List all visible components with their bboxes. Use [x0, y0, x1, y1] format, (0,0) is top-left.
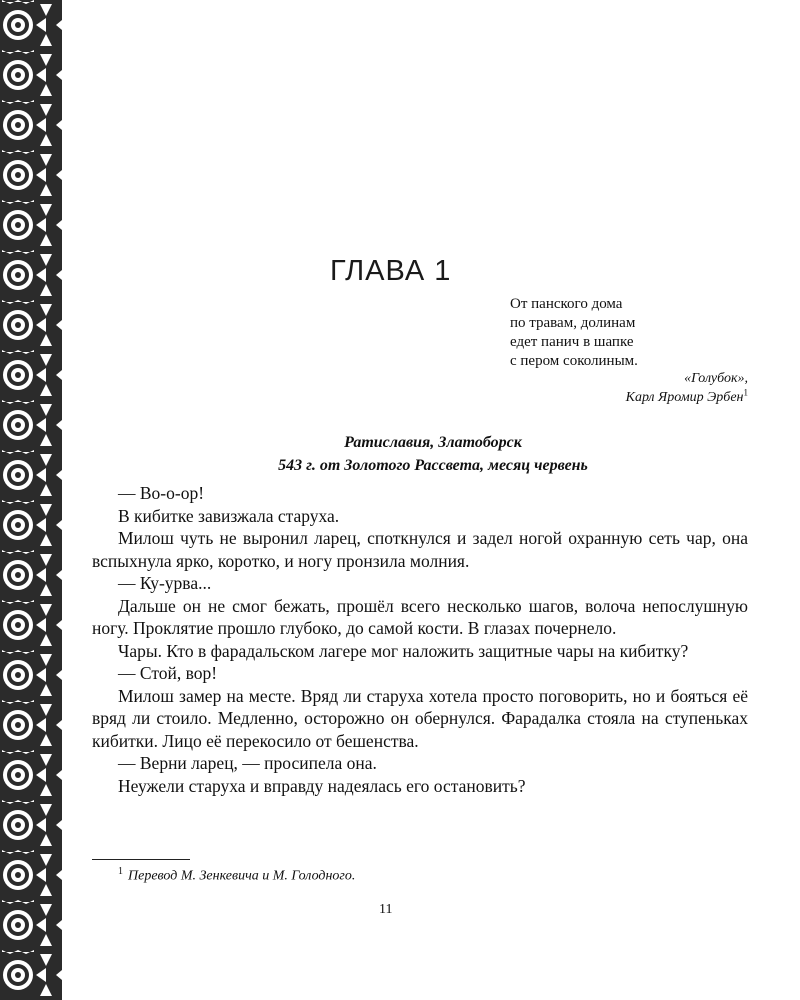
footnote-reference[interactable]: 1: [743, 387, 748, 398]
epigraph-source-author-line: [626, 388, 748, 407]
footnote-divider: [92, 859, 190, 860]
epigraph-source-work: «Голубок»,: [684, 371, 748, 386]
body-text: [92, 482, 748, 797]
epigraph-line: едет панич в шапке: [510, 334, 634, 350]
epigraph: [510, 295, 740, 371]
paragraph: Дальше он не смог бежать, прошёл всего несколько шагов, волоча непослушную ногу. Проклятие прошло глубоко, до самой кости. В глазах почернело.: [92, 595, 748, 638]
epigraph-line: с пером соколиным.: [510, 353, 638, 369]
epigraph-line: От панского дома: [510, 296, 623, 312]
paragraph: Милош чуть не выронил ларец, споткнулся и задел ногой охранную сеть чар, она вспыхнула ярко, коротко, и ногу пронзила молния.: [92, 528, 748, 571]
paragraph: Милош замер на месте. Вряд ли старуха хотела просто поговорить, но и бояться её вряд ли стоило. Медленно, осторожно он обернулся. Фарадалка стояла на ступеньках кибитки. Лицо её перекосило от бешенства.: [92, 685, 748, 751]
footnote-marker: 1: [118, 866, 123, 877]
page-number: 11: [379, 902, 393, 917]
paragraph: Чары. Кто в фарадальском лагере мог наложить защитные чары на кибитку?: [118, 640, 689, 661]
paragraph: — Во-о-ор!: [118, 483, 205, 503]
paragraph: Неужели старуха и вправду надеялась его остановить?: [118, 775, 526, 796]
decorative-border: [0, 0, 62, 1000]
setting-date: 543 г. от Золотого Рассвета, месяц червень: [278, 457, 588, 474]
epigraph-line: по травам, долинам: [510, 315, 636, 331]
epigraph-source-author: Карл Яромир Эрбен: [625, 390, 744, 405]
ornament-pattern: [0, 0, 62, 1000]
paragraph: — Верни ларец, — просипела она.: [118, 753, 377, 773]
epigraph-source: [626, 369, 748, 407]
paragraph: — Стой, вор!: [118, 663, 218, 683]
setting-place: Ратиславия, Златоборск: [344, 434, 522, 451]
footnote-text: Перевод М. Зенкевича и М. Голодного.: [128, 868, 356, 884]
book-page: [62, 0, 800, 1000]
paragraph: — Ку-урва...: [118, 573, 212, 593]
footnote: [118, 866, 355, 885]
scene-setting: [128, 431, 738, 477]
paragraph: В кибитке завизжала старуха.: [118, 505, 340, 526]
chapter-title: ГЛАВА 1: [330, 255, 452, 287]
